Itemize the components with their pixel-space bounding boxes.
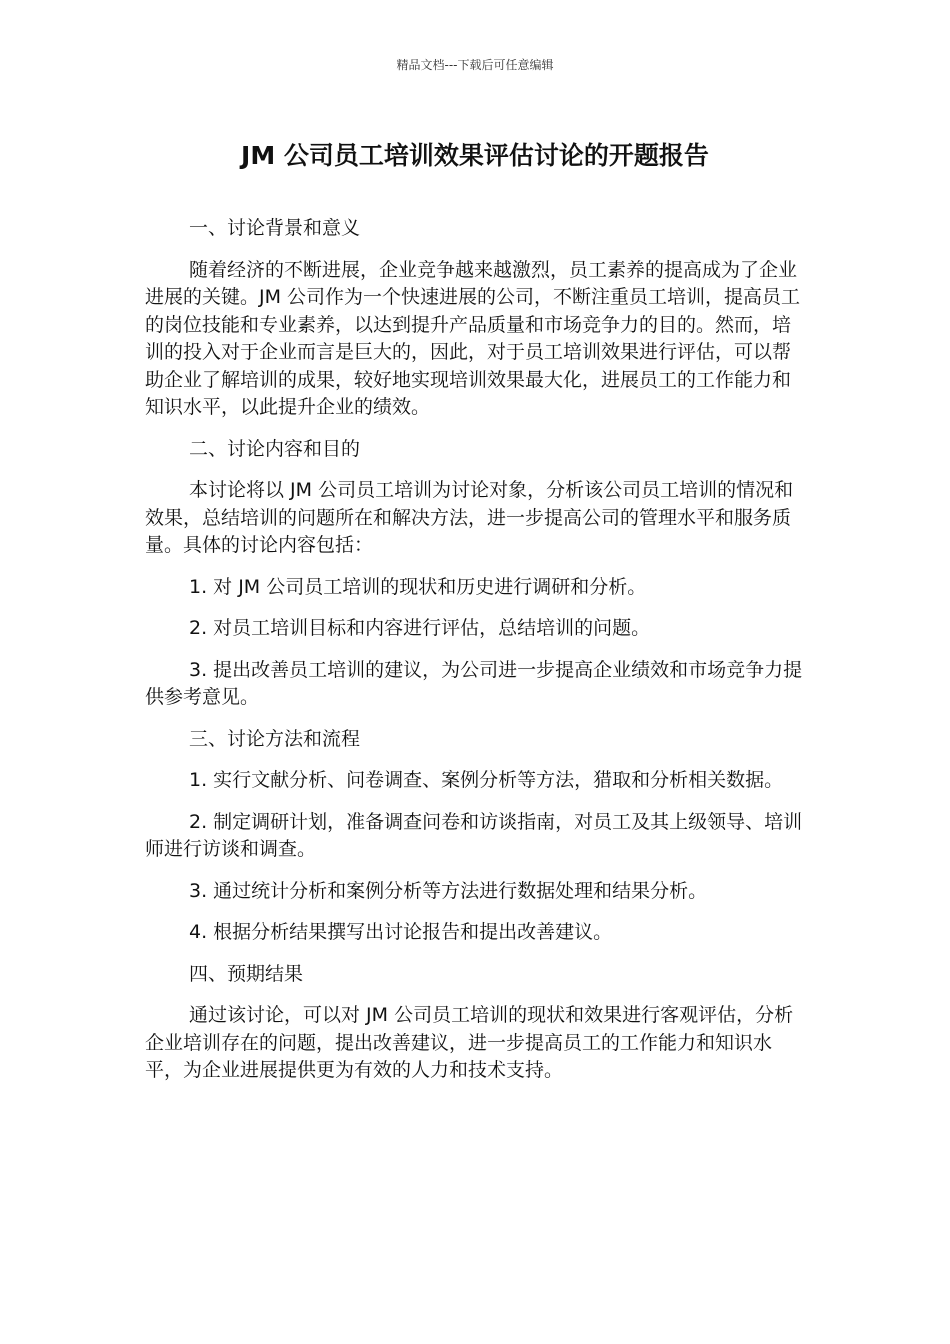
document-title: JM 公司员工培训效果评估讨论的开题报告 xyxy=(241,141,709,170)
content-item-3: 3. 提出改善员工培训的建议，为公司进一步提高企业绩效和市场竞争力提供参考意见。 xyxy=(145,658,803,708)
method-item-1: 1. 实行文献分析、问卷调查、案例分析等方法，猎取和分析相关数据。 xyxy=(189,769,784,791)
section-heading-background: 一、讨论背景和意义 xyxy=(189,217,361,239)
method-item-4: 4. 根据分析结果撰写出讨论报告和提出改善建议。 xyxy=(189,921,613,943)
page-header: 精品文档---下载后可任意编辑 xyxy=(396,58,554,72)
document-body xyxy=(145,215,807,1099)
background-paragraph: 随着经济的不断进展，企业竞争越来越激烈，员工素养的提高成为了企业进展的关键。JM 公司作为一个快速进展的公司，不断注重员工培训，提高员工的岗位技能和专业素养，以达到提升产品质量和市场竞争力的目的。然而，培训的投入对于企业而言是巨大的，因此，对于员工培训效果进行评估，可以帮助企业了解培训的成果，较好地实现培训效果最大化，进展员工的工作能力和知识水平，以此提升企业的绩效。 xyxy=(145,258,801,418)
section-heading-content: 二、讨论内容和目的 xyxy=(189,437,361,460)
content-intro-paragraph: 本讨论将以 JM 公司员工培训为讨论对象，分析该公司员工培训的情况和效果，总结培训的问题所在和解决方法，进一步提高公司的管理水平和服务质量。具体的讨论内容包括： xyxy=(145,479,794,556)
method-item-3: 3. 通过统计分析和案例分析等方法进行数据处理和结果分析。 xyxy=(189,879,708,902)
expected-results-paragraph: 通过该讨论，可以对 JM 公司员工培训的现状和效果进行客观评估，分析企业培训存在的问题，提出改善建议，进一步提高员工的工作能力和知识水平，为企业进展提供更为有效的人力和技术支持。 xyxy=(145,1004,794,1081)
method-item-2: 2. 制定调研计划，准备调查问卷和访谈指南，对员工及其上级领导、培训师进行访谈和调查。 xyxy=(145,810,803,860)
content-item-2: 2. 对员工培训目标和内容进行评估，总结培训的问题。 xyxy=(189,617,651,639)
content-item-1: 1. 对 JM 公司员工培训的现状和历史进行调研和分析。 xyxy=(189,575,647,598)
section-heading-methods: 三、讨论方法和流程 xyxy=(189,727,361,750)
section-heading-expected-results: 四、预期结果 xyxy=(189,962,304,985)
